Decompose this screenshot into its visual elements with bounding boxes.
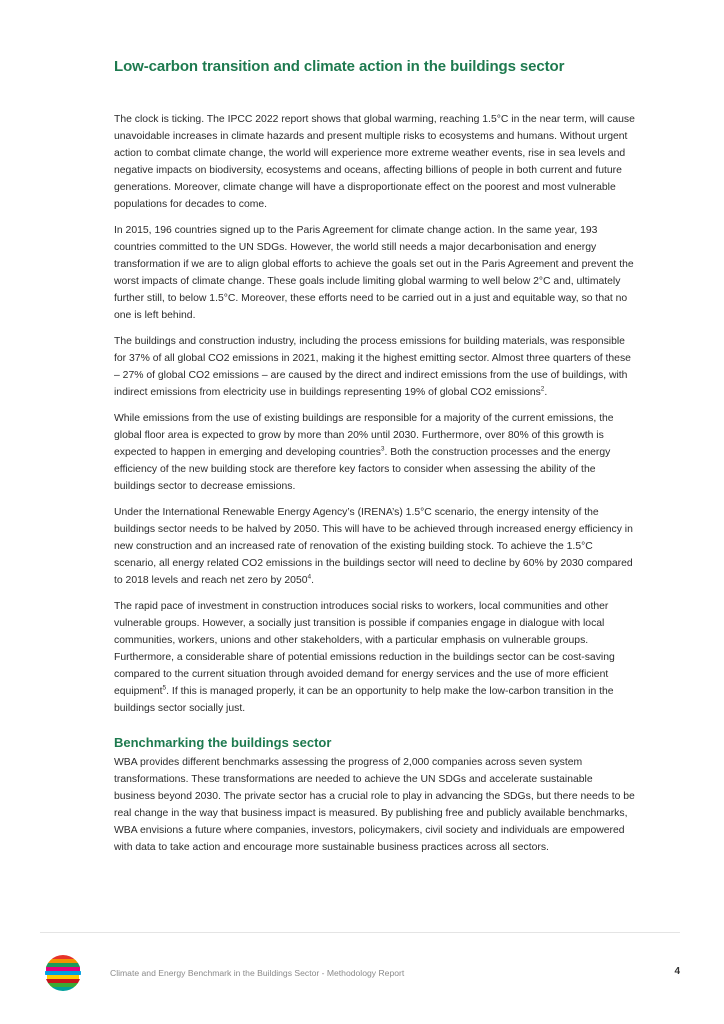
footnote-ref-4[interactable]: 4 [307, 573, 312, 581]
paragraph-4-text-1: While emissions from the use of existing buildings are responsible for a majority of the current emissions, the global floor area is expected to grow by more than 20% until 2030. Furthermore, over 80% of this growth is expected to happen in emerging and developing countries [114, 413, 614, 458]
paragraph-1: The clock is ticking. The IPCC 2022 report shows that global warming, reaching 1.5°C in the near term, will cause unavoidable increases in climate hazards and present multiple risks to ecosystems and humans. Without urgent action to combat climate change, the world will experience more extreme weather events, rise in sea levels and negative impacts on biodiversity, ecosystems and oceans, affecting billions of people in both current and future generations. Moreover, climate change will have a disproportionate effect on the poorest and most vulnerable populations for decades to come. [114, 114, 635, 210]
paragraph-5-text: Under the International Renewable Energy Agency’s (IRENA’s) 1.5°C scenario, the energy intensity of the buildings sector needs to be halved by 2050. This will have to be achieved through increased energy efficiency in new construction and an increased rate of renovation of the existing building stock. To achieve the 1.5°C scenario, all energy related CO2 emissions in the buildings sector will need to decline by 60% by 2030 compared to 2018 levels and reach net zero by 2050 [114, 507, 633, 586]
paragraph-2: In 2015, 196 countries signed up to the Paris Agreement for climate change action. In the same year, 193 countries committed to the UN SDGs. However, the world still needs a major decarbonisation and energy transformation if we are to align global efforts to achieve the goals set out in the Paris Agreement and prevent the worst impacts of climate change. These goals include limiting global warming to well below 2°C and, ultimately further still, to below 1.5°C. Moreover, these efforts need to be carried out in a just and equitable way, so that no one is left behind. [114, 225, 634, 321]
footnote-ref-2[interactable]: 2 [540, 385, 545, 393]
footnote-ref-5[interactable]: 5 [162, 684, 167, 692]
page-content [114, 58, 636, 865]
paragraph-3 [114, 333, 636, 401]
paragraph-3-text: The buildings and construction industry, including the process emissions for building materials, was responsible for 37% of all global CO2 emissions in 2021, making it the highest emitting sector. Almost three quarters of these – 27% of global CO2 emissions – are caused by the direct and indirect emissions from the use of buildings, with indirect emissions from electricity use in buildings representing 19% of global CO2 emissions [114, 336, 631, 398]
paragraph-6-text-1: The rapid pace of investment in construction introduces social risks to workers, local communities and other vulnerable groups. However, a socially just transition is possible if companies engage in dialogue with local communities, workers, unions and other stakeholders, with a particular emphasis on vulnerable groups. Furthermore, a considerable share of potential emissions reduction in the buildings sector can be cost-saving compared to the current situation through avoided demand for energy services and the use of more efficient equipment [114, 601, 615, 697]
footnote-ref-3[interactable]: 3 [380, 445, 385, 453]
paragraph-5-end: . [311, 575, 315, 586]
paragraph-4 [114, 410, 636, 495]
paragraph-5 [114, 504, 636, 589]
footer-divider [40, 932, 680, 933]
paragraph-6 [114, 598, 636, 717]
wba-striped-globe-icon [44, 954, 82, 992]
paragraph-4-text-2: . Both the construction processes and the energy efficiency of the new building stock are therefore key factors to consider when assessing the ability of the buildings sector to decrease emissions. [114, 447, 611, 492]
page-number: 4 [674, 966, 680, 977]
paragraph-3-end: . [544, 387, 548, 398]
section-heading-benchmarking: Benchmarking the buildings sector [114, 735, 332, 750]
footer-report-title: Climate and Energy Benchmark in the Buildings Sector - Methodology Report [110, 968, 405, 978]
page-title: Low-carbon transition and climate action in the buildings sector [114, 58, 565, 75]
paragraph-benchmarking: WBA provides different benchmarks assessing the progress of 2,000 companies across seven system transformations. These transformations are needed to achieve the UN SDGs and accelerate sustainable business beyond 2030. The private sector has a crucial role to play in advancing the SDGs, but there needs to be real change in the way that business impact is measured. By publishing free and publicly available benchmarks, WBA envisions a future where companies, investors, policymakers, civil society and individuals are empowered with data to take action and encourage more sustainable business practices across all sectors. [114, 757, 635, 853]
paragraph-6-text-2: . If this is managed properly, it can be an opportunity to help make the low-carbon transition in the buildings sector socially just. [114, 686, 614, 714]
